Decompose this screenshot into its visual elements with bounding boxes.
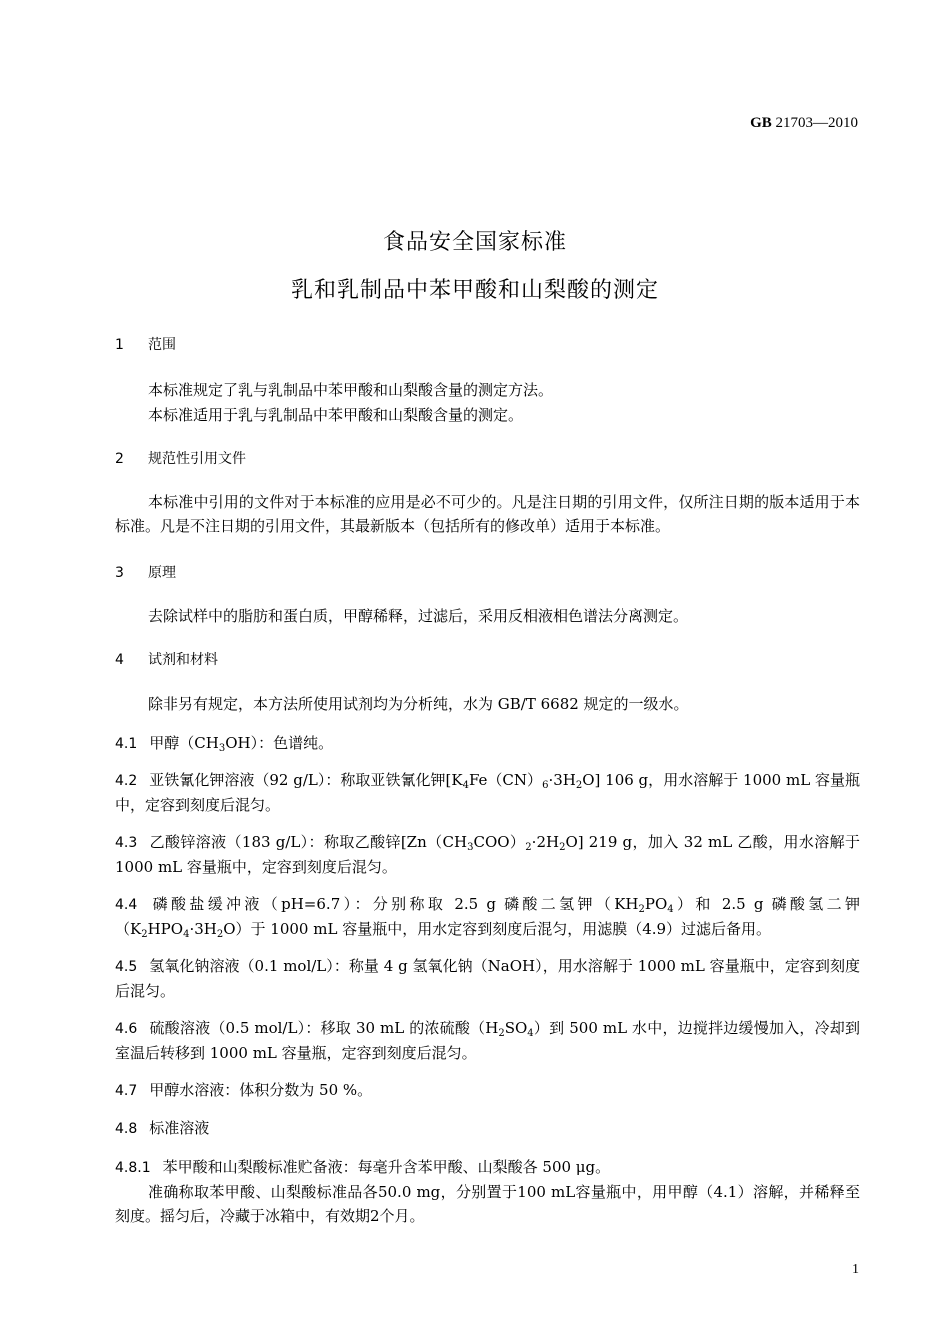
scope-paragraph-2: 本标准适用于乳与乳制品中苯甲酸和山梨酸含量的测定。 [148, 406, 524, 424]
item-4-7: 4.7 甲醇水溶液：体积分数为 50 %。 [115, 1081, 373, 1099]
section-2-heading: 2 规范性引用文件 [115, 451, 246, 467]
doc-title-line1: 食品安全国家标准 [382, 230, 567, 255]
item-4-8-1: 4.8.1 苯甲酸和山梨酸标准贮备液：每毫升含苯甲酸、山梨酸各 500 μg。 [115, 1158, 611, 1176]
item-4-5: 4.5 氢氧化钠溶液（0.1 mol/L）：称量 4 g 氢氧化钠（NaOH），用水溶解于 1000 mL 容量瓶中，定容到刻度后混匀。 [115, 957, 860, 1000]
item-4-2: 4.2 亚铁氰化钾溶液（92 g/L）：称取亚铁氰化钾$[K_4Fe(CN)_6\cdot 3H_2O]$ 106 g，用水溶解于 1000 mL 容量瓶中，定容到刻度后混匀。 [115, 771, 860, 814]
item-4-8-1-paragraph: 准确称取苯甲酸、山梨酸标准品各50.0 mg，分别置于100 mL容量瓶中，用甲醇（4.1）溶解，并稀释至刻度。摇匀后，冷藏于冰箱中，有效期2个月。 [115, 1183, 860, 1225]
page-number: 1 [852, 1262, 859, 1277]
item-4-1: 4.1 甲醇$(CH_3OH)$：色谱纯。 [115, 734, 334, 754]
item-4-3: 4.3 乙酸锌溶液（183 g/L）：称取乙酸锌$[Zn(CH_3COO)_2\cdot 2H_2O]$ 219 g，加入 32 mL 乙酸，用水溶解于 1000 mL 容量瓶中，定容到刻度后混匀。 [115, 833, 860, 876]
item-4-8: 4.8 标准溶液 [115, 1119, 210, 1137]
item-4-4: 4.4 磷酸盐缓冲液（pH=6.7）：分别称取 2.5 g 磷酸二氢钾$(KH_2PO_4)$和 2.5 g 磷酸氢二钾$(K_2HPO_4\cdot 3H_2O)$于 1000 mL 容量瓶中，用水定容到刻度后混匀，用滤膜（4.9）过滤后备用。 [115, 895, 860, 940]
section-3-heading: 3 原理 [115, 565, 176, 581]
references-paragraph: 本标准中引用的文件对于本标准的应用是必不可少的。凡是注日期的引用文件，仅所注日期的版本适用于本标准。凡是不注日期的引用文件，其最新版本（包括所有的修改单）适用于本标准。 [115, 493, 860, 535]
scope-paragraph-1: 本标准规定了乳与乳制品中苯甲酸和山梨酸含量的测定方法。 [148, 381, 554, 399]
doc-title-line2: 乳和乳制品中苯甲酸和山梨酸的测定 [290, 278, 659, 303]
item-4-6: 4.6 硫酸溶液（0.5 mol/L）：移取 30 mL 的浓硫酸$(H_2SO_4)$到 500 mL 水中，边搅拌边缓慢加入，冷却到室温后转移到 1000 mL 容量瓶，定容到刻度后混匀。 [115, 1019, 860, 1062]
section-1-heading: 1 范围 [115, 337, 176, 353]
reagents-intro-paragraph: 除非另有规定，本方法所使用试剂均为分析纯，水为 GB/T 6682 规定的一级水。 [148, 695, 689, 713]
section-4-heading: 4 试剂和材料 [115, 652, 218, 668]
standard-code: GB 21703—2010 [750, 115, 858, 131]
principle-paragraph: 去除试样中的脂肪和蛋白质，甲醇稀释，过滤后，采用反相液相色谱法分离测定。 [148, 607, 689, 625]
